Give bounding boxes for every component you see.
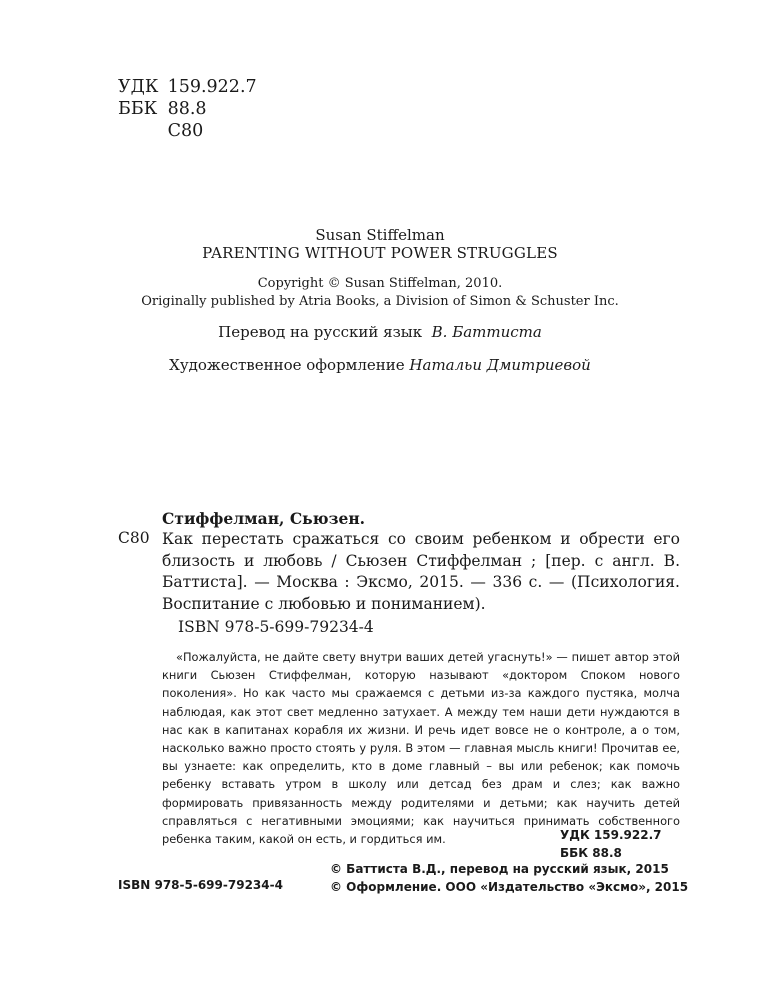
rights-design: © Оформление. ООО «Издательство «Эксмо», 2015 — [330, 880, 689, 894]
bbk-label: ББК — [118, 99, 158, 119]
translation-label: Перевод на русский язык — [218, 323, 423, 341]
bottom-udk: УДК 159.922.7 — [560, 828, 662, 842]
udk-label: УДК — [118, 77, 159, 97]
bottom-classification — [560, 826, 662, 862]
author-mark-line — [118, 120, 257, 142]
rights-block — [330, 860, 688, 896]
original-publisher-line: Originally published by Atria Books, a Division of Simon & Schuster Inc. — [141, 294, 619, 309]
top-classification-block — [118, 76, 257, 142]
bibliographic-code: С80 — [118, 529, 150, 547]
isbn-main: ISBN 978-5-699-79234-4 — [178, 618, 374, 636]
copyright-line: Copyright © Susan Stiffelman, 2010. — [257, 276, 503, 291]
translator-name: В. Баттиста — [431, 323, 542, 341]
bottom-bbk: ББК 88.8 — [560, 846, 622, 860]
original-author: Susan Stiffelman — [315, 226, 445, 244]
rights-translation: © Баттиста В.Д., перевод на русский язык, 2015 — [330, 862, 669, 876]
author-mark: С80 — [167, 121, 204, 141]
udk-line — [118, 76, 257, 98]
udk-value: 159.922.7 — [167, 77, 257, 97]
translation-credit — [0, 323, 760, 341]
bibliographic-description: Как перестать сражаться со своим ребенком и обрести его близость и любовь / Сьюзен Стиффелман ; [пер. с англ. В. Баттиста]. — Москва : Эксмо, 2015. — 336 с. — (Психология. Воспитание с любовью и пониманием). — [162, 530, 680, 613]
annotation-paragraph: «Пожалуйста, не дайте свету внутри ваших детей угаснуть!» — пишет автор этой книги Сьюзен Стиффелман, которую называют «доктором Споком нового поколения». Но как часто мы сражаемся с детьми из-за каждого пустяка, молча наблюдая, как этот свет медленно затухает. А между тем наши дети нуждаются в нас как в капитанах корабля их жизни. И речь идет вовсе не о контроле, а о том, насколько важно просто стоять у руля. В этом — главная мысль книги! Прочитав ее, вы узнаете: как определить, кто в доме главный – вы или ребенок; как помочь ребенку вставать утром в школу или детсад без драм и слез; как важно формировать привязанность между родителями и детьми; как научить детей справляться с негативными эмоциями; как научиться принимать собственного ребенка таким, какой он есть, и гордиться им. — [162, 650, 680, 847]
bbk-line — [118, 98, 257, 120]
original-title: PARENTING WITHOUT POWER STRUGGLES — [202, 244, 558, 262]
design-label: Художественное оформление — [169, 356, 405, 374]
designer-name: Натальи Дмитриевой — [409, 356, 591, 374]
bibliographic-author-heading: Стиффелман, Сьюзен. — [162, 509, 366, 528]
design-credit — [0, 356, 760, 374]
bbk-value: 88.8 — [167, 99, 207, 119]
isbn-bottom: ISBN 978-5-699-79234-4 — [118, 878, 283, 892]
